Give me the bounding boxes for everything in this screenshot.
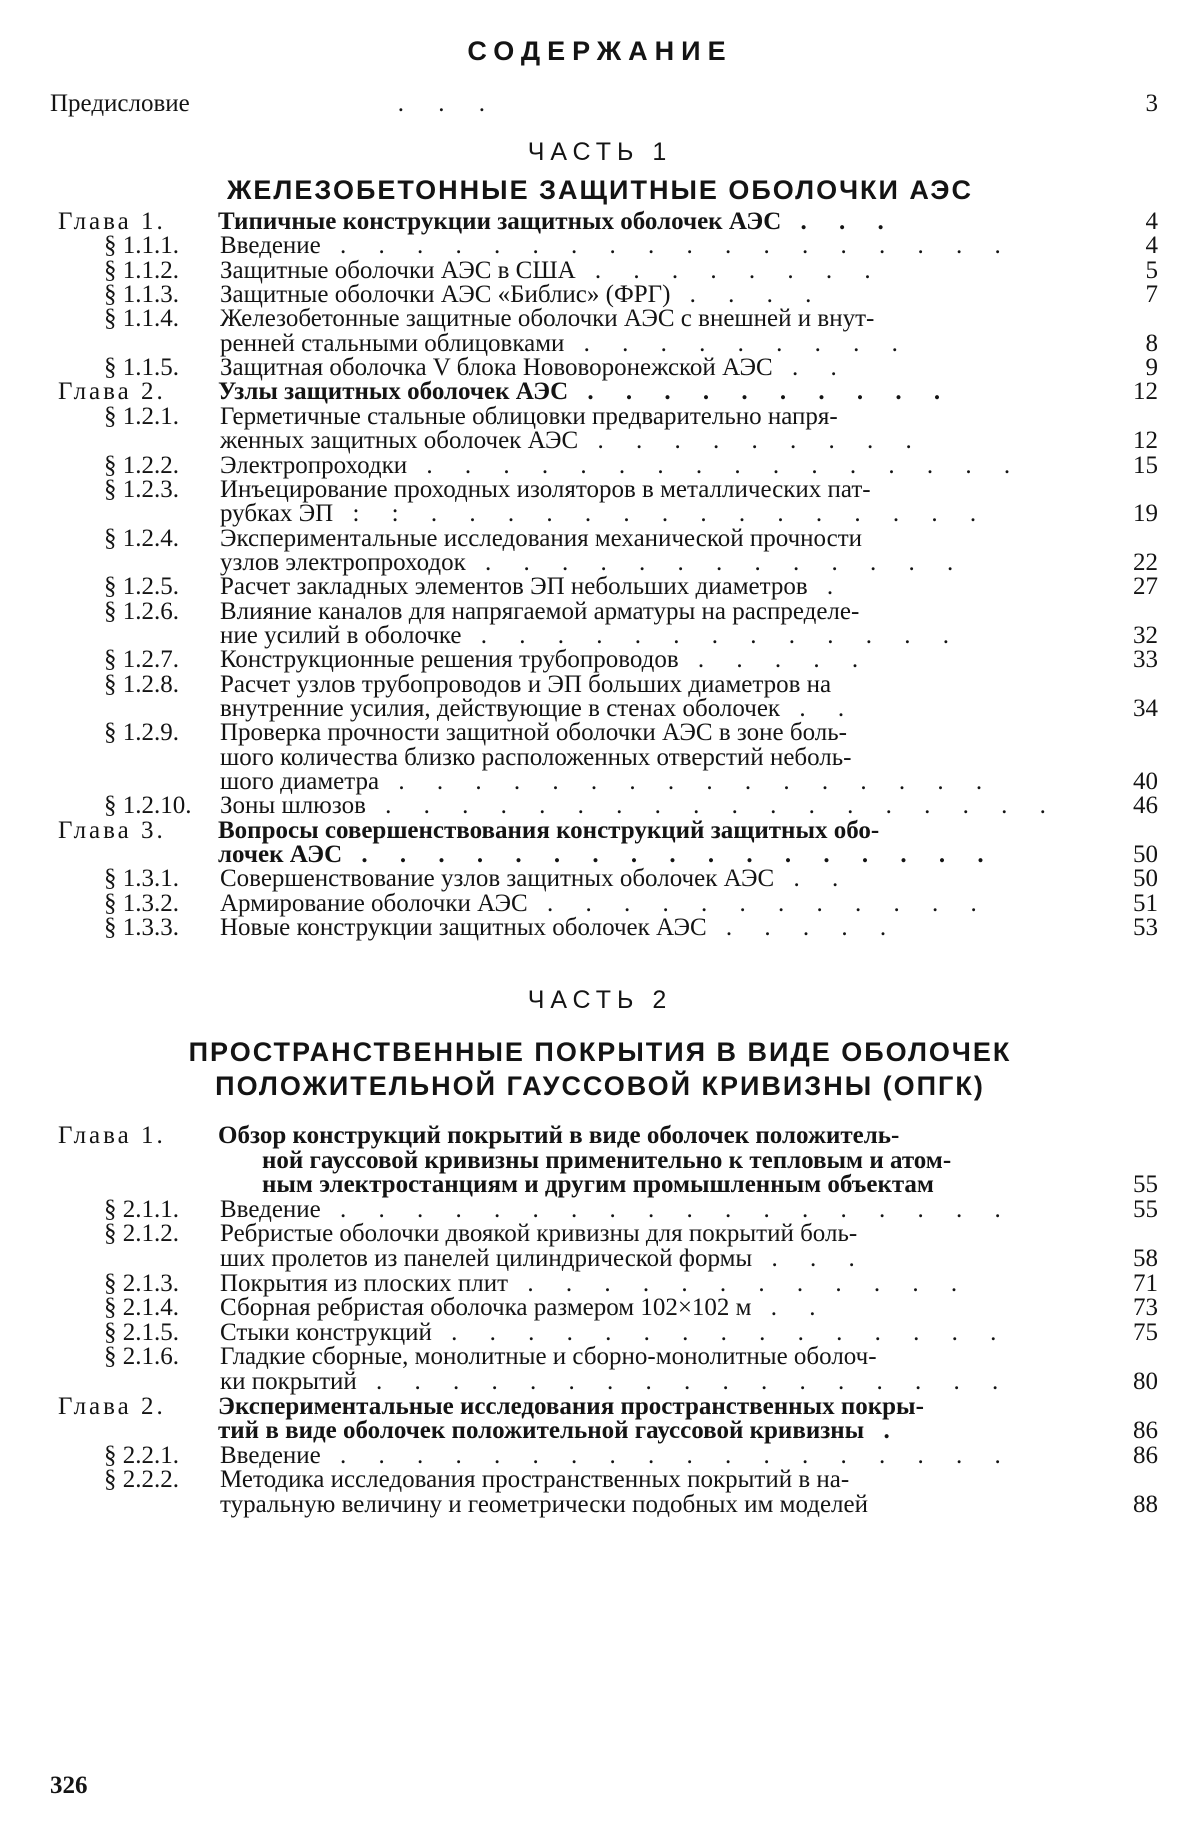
section-number: § 1.2.8. <box>104 670 179 698</box>
section-title-line: Введение . . . . . . . . . . . . . . . . . . <box>220 232 1014 260</box>
section-title-line: шого диаметра . . . . . . . . . . . . . . . . <box>220 768 996 796</box>
page-ref: 34 <box>1133 694 1158 722</box>
toc-section-entry <box>0 1294 1200 1322</box>
toc-section-entry <box>0 1270 1200 1295</box>
section-title-line: Покрытия из плоских плит . . . . . . . . . . . . <box>220 1269 971 1297</box>
page-ref: 51 <box>1133 889 1158 917</box>
section-number: § 1.1.4. <box>104 305 179 333</box>
section-title-line: Защитная оболочка V блока Нововоронежской АЭС . . <box>220 354 850 382</box>
section-title-line: ренней стальными облицовками . . . . . . . . . <box>220 329 911 357</box>
section-title-line: туральную величину и геометрически подобных им моделей <box>220 1490 868 1518</box>
section-title-line: Конструкционные решения трубопроводов . . . . . <box>220 646 872 674</box>
section-number: § 1.2.7. <box>104 646 179 674</box>
section-number: § 1.3.2. <box>104 889 179 917</box>
leader-dots: . . . . . . . . . . . . . <box>465 548 967 576</box>
part2-name-line-2: ПОЛОЖИТЕЛЬНОЙ ГАУССОВОЙ КРИВИЗНЫ (ОПГК) <box>215 1071 985 1101</box>
section-number: § 1.1.1. <box>104 232 179 260</box>
section-title-line: ние усилий в оболочке . . . . . . . . . . . . . <box>220 621 963 649</box>
leader-dots: . . . . . . . . . . . . . . . . . . <box>320 1441 1014 1469</box>
section-number: § 1.3.1. <box>104 865 179 893</box>
section-number: § 1.1.2. <box>104 256 179 284</box>
chapter-title-line: Экспериментальные исследования пространственных покры- <box>218 1392 924 1420</box>
page-ref: 50 <box>1133 841 1158 869</box>
leader-dots: . <box>864 1417 903 1445</box>
page-ref: 33 <box>1133 646 1158 674</box>
section-title-line: ших пролетов из панелей цилиндрической формы . . . <box>220 1244 868 1272</box>
page-ref: 58 <box>1133 1244 1158 1272</box>
leader-dots: . . . . . . . . . <box>578 427 925 455</box>
preface-page: 3 <box>1145 90 1158 117</box>
leader-dots: . . . . . . . . . . . . . . . . . <box>356 1367 1012 1395</box>
page-ref: 8 <box>1145 329 1158 357</box>
section-number: § 1.2.2. <box>104 451 179 479</box>
chapter-title-line: Вопросы совершенствования конструкций защитных обо- <box>218 816 880 844</box>
section-number: § 2.1.5. <box>104 1318 179 1346</box>
leader-dots: . . . <box>752 1244 868 1272</box>
section-number: § 2.1.3. <box>104 1269 179 1297</box>
page-ref: 15 <box>1133 451 1158 479</box>
chapter-title-line: Узлы защитных оболочек АЭС . . . . . . . . . . <box>218 378 954 406</box>
section-title-line: Методика исследования пространственных покрытий в на- <box>220 1466 850 1494</box>
section-title-line: Стыки конструкций . . . . . . . . . . . . . . . <box>220 1318 1010 1346</box>
section-number: § 1.2.3. <box>104 475 179 503</box>
part2-name-line-1: ПРОСТРАНСТВЕННЫЕ ПОКРЫТИЯ В ВИДЕ ОБОЛОЧЕК <box>188 1037 1012 1067</box>
section-number: § 2.2.1. <box>104 1441 179 1469</box>
chapter-title-line: ной гауссовой кривизны применительно к тепловым и атом- <box>262 1146 952 1174</box>
page-ref: 80 <box>1133 1367 1158 1395</box>
page-ref: 5 <box>1145 256 1158 284</box>
section-number: § 1.2.4. <box>104 524 179 552</box>
page-number: 326 <box>50 1772 88 1799</box>
section-title-line: Зоны шлюзов . . . . . . . . . . . . . . . . . . <box>220 792 1059 820</box>
chapter-number: Глава 3. <box>58 816 166 844</box>
preface-title: Предисловие . . . <box>50 90 500 117</box>
toc-section-entry <box>0 1466 1200 1518</box>
toc-section-entry <box>0 1319 1200 1344</box>
chapter-title-line: Обзор конструкций покрытий в виде оболочек положитель- <box>218 1122 900 1149</box>
leader-dots: . . . . . . . . . . . . . . . . . . <box>320 232 1014 260</box>
leader-dots: . . . . . <box>706 914 900 942</box>
section-title-line: внутренние усилия, действующие в стенах оболочек . . <box>220 694 858 722</box>
page-ref: 7 <box>1145 281 1158 309</box>
section-title-line: Сборная ребристая оболочка размером 102×102 м . . <box>220 1294 829 1322</box>
leader-dots: . . . . <box>670 281 825 309</box>
chapter-title-line: лочек АЭС . . . . . . . . . . . . . . . . . <box>218 841 997 869</box>
part2-label: ЧАСТЬ 2 <box>527 986 673 1014</box>
page-ref: 55 <box>1133 1171 1158 1199</box>
section-title-line: узлов электропроходок . . . . . . . . . . . . . <box>220 548 967 576</box>
page-title: СОДЕРЖАНИЕ <box>467 36 733 66</box>
toc-section-entry <box>0 1220 1200 1272</box>
section-number: § 2.1.2. <box>104 1220 179 1248</box>
page-ref: 50 <box>1133 865 1158 893</box>
section-number: § 1.2.9. <box>104 719 179 747</box>
section-title-line: Гладкие сборные, монолитные и сборно-монолитные оболоч- <box>220 1343 877 1371</box>
section-title-line: Защитные оболочки АЭС в США . . . . . . . . <box>220 256 884 284</box>
leader-dots: . . <box>780 694 858 722</box>
page-ref: 27 <box>1133 573 1158 601</box>
section-title-line: Инъецирование проходных изоляторов в металлических пат- <box>220 475 871 503</box>
leader-dots: . . . . . . . . . . . . <box>527 889 990 917</box>
section-number: § 2.1.1. <box>104 1195 179 1223</box>
section-number: § 1.2.10. <box>104 792 192 820</box>
leader-dots: . . . . . <box>678 646 872 674</box>
section-number: § 1.1.3. <box>104 281 179 309</box>
section-title-line: Герметичные стальные облицовки предварительно напря- <box>220 402 838 430</box>
chapter-number: Глава 2. <box>58 378 166 406</box>
page-ref: 12 <box>1133 378 1158 406</box>
page-ref: 46 <box>1133 792 1158 820</box>
leader-dots: . <box>807 573 847 601</box>
page-ref: 40 <box>1133 768 1158 796</box>
leader-dots: . . . . . . . . . . . . . . . . . . <box>365 792 1059 820</box>
page-ref: 53 <box>1133 914 1158 942</box>
section-title-line: Экспериментальные исследования механической прочности <box>220 524 863 552</box>
leader-dots: . . . . . . . . <box>575 256 884 284</box>
part1-label: ЧАСТЬ 1 <box>527 138 673 166</box>
page-ref: 22 <box>1133 548 1158 576</box>
leader-dots: . . <box>772 354 850 382</box>
section-title-line: шого количества близко расположенных отверстий неболь- <box>220 743 852 771</box>
section-number: § 2.1.4. <box>104 1294 179 1322</box>
leader-dots: . . . . . . . . . . . . . . . . . <box>342 841 997 869</box>
leader-dots: . . . . . . . . . <box>564 329 911 357</box>
page-ref: 4 <box>1145 232 1158 260</box>
leader-dots: . . . . . . . . . . . . . . . <box>431 1318 1010 1346</box>
chapter-title-line: тий в виде оболочек положительной гауссовой кривизны . <box>218 1417 903 1445</box>
toc-section-entry <box>0 1343 1200 1395</box>
section-title-line: Введение . . . . . . . . . . . . . . . . . . <box>220 1441 1014 1469</box>
section-number: § 1.2.6. <box>104 597 179 625</box>
section-number: § 1.1.5. <box>104 354 179 382</box>
section-title-line: Расчет узлов трубопроводов и ЭП больших диаметров на <box>220 670 832 698</box>
chapter-title-line: Типичные конструкции защитных оболочек АЭС . . . <box>218 208 897 235</box>
page-ref: 88 <box>1133 1490 1158 1518</box>
section-title-line: рубках ЭП : : . . . . . . . . . . . . . . . <box>220 500 990 528</box>
chapter-title-line: ным электростанциям и другим промышленным объектам <box>262 1171 934 1199</box>
leader-dots: . . <box>751 1294 829 1322</box>
toc-chapter-entry <box>0 1392 1200 1445</box>
leader-dots: . . <box>774 865 852 893</box>
page-ref: 73 <box>1133 1294 1158 1322</box>
section-number: § 1.3.3. <box>104 914 179 942</box>
page-ref: 55 <box>1133 1195 1158 1223</box>
section-number: § 1.2.1. <box>104 402 179 430</box>
leader-dots: . . . . . . . . . . . . . . . . <box>379 768 996 796</box>
toc-chapter-entry <box>0 1122 1200 1199</box>
section-title-line: Совершенствование узлов защитных оболочек АЭС . . <box>220 865 852 893</box>
page-ref: 86 <box>1133 1441 1158 1469</box>
page-ref: 12 <box>1133 427 1158 455</box>
page-ref: 71 <box>1133 1269 1158 1297</box>
section-number: § 1.2.5. <box>104 573 179 601</box>
part1-name: ЖЕЛЕЗОБЕТОННЫЕ ЗАЩИТНЫЕ ОБОЛОЧКИ АЭС <box>227 175 973 205</box>
chapter-number: Глава 2. <box>58 1392 166 1420</box>
toc-section-entry <box>0 1196 1200 1221</box>
section-title-line: Расчет закладных элементов ЭП небольших диаметров . <box>220 573 847 601</box>
leader-dots: . . . . . . . . . . . . . . . . . . <box>320 1195 1014 1223</box>
section-number: § 2.2.2. <box>104 1466 179 1494</box>
section-title-line: Электропроходки . . . . . . . . . . . . . . . . <box>220 451 1024 479</box>
page-ref: 32 <box>1133 621 1158 649</box>
section-title-line: ки покрытий . . . . . . . . . . . . . . . . . <box>220 1367 1012 1395</box>
leader-dots: . . . . . . . . . . <box>568 378 954 406</box>
leader-dots: . . . <box>781 208 897 235</box>
section-title-line: Введение . . . . . . . . . . . . . . . . . . <box>220 1195 1014 1223</box>
page-ref: 86 <box>1133 1417 1158 1445</box>
section-title-line: женных защитных оболочек АЭС . . . . . . . . . <box>220 427 925 455</box>
section-title-line: Новые конструкции защитных оболочек АЭС . . . . . <box>220 914 900 942</box>
page-ref: 9 <box>1145 354 1158 382</box>
section-title-line: Защитные оболочки АЭС «Библис» (ФРГ) . . . . <box>220 281 825 309</box>
section-title-line: Влияние каналов для напрягаемой арматуры на распределе- <box>220 597 860 625</box>
chapter-number: Глава 1. <box>58 208 166 235</box>
chapter-number: Глава 1. <box>58 1122 166 1149</box>
page-ref: 75 <box>1133 1318 1158 1346</box>
section-title-line: Железобетонные защитные оболочки АЭС с внешней и внут- <box>220 305 875 333</box>
leader-dots: : : . . . . . . . . . . . . . . . <box>333 500 990 528</box>
section-title-line: Ребристые оболочки двоякой кривизны для покрытий боль- <box>220 1220 858 1248</box>
page-ref: 19 <box>1133 500 1158 528</box>
leader-dots: . . . . . . . . . . . . . <box>461 621 963 649</box>
leader-dots: . . . . . . . . . . . . <box>508 1269 971 1297</box>
section-number: § 2.1.6. <box>104 1343 179 1371</box>
section-title-line: Армирование оболочки АЭС . . . . . . . . . . . . <box>220 889 990 917</box>
leader-dots: . . . . . . . . . . . . . . . . <box>407 451 1024 479</box>
toc-section-entry <box>0 1442 1200 1467</box>
page-ref: 4 <box>1145 208 1158 235</box>
section-title-line: Проверка прочности защитной оболочки АЭС в зоне боль- <box>220 719 847 747</box>
